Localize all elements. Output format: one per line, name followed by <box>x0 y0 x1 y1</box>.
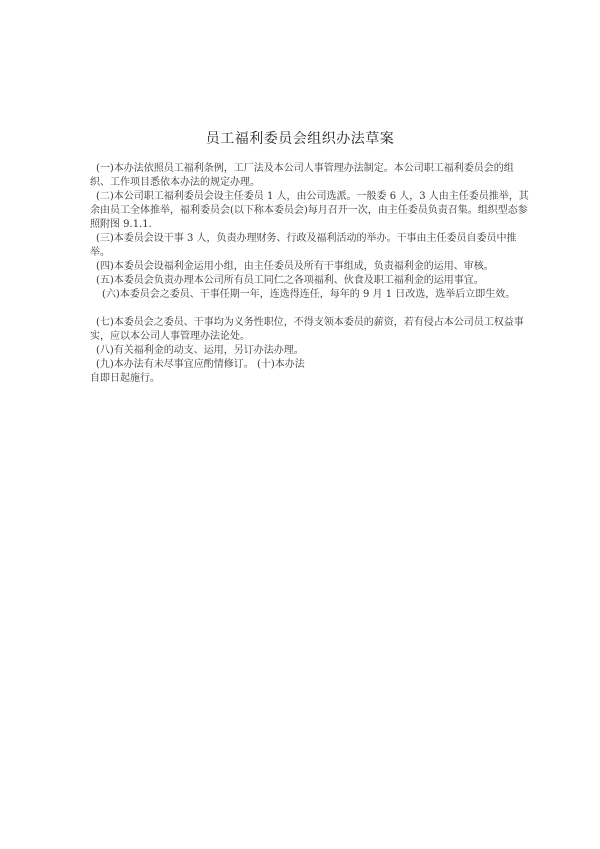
document-title: 员工福利委员会组织办法草案 <box>205 131 395 147</box>
paragraph-4: (四)本委员会设福利金运用小组，由主任委员及所有干事组成，负责福利金的运用、审核。 <box>96 261 494 272</box>
paragraph-2: (二)本公司职工福利委员会设主任委员 1 人，由公司选派。一般委 6 人，3 人由主任委员推举，其余由员工全体推举，福利委员会(以下称本委员会)每月召开一次，由主任委员负责召集。组织型态参照附图 9.1.1. <box>90 191 529 230</box>
paragraph-7: (七)本委员会之委员、干事均为义务性职位，不得支领本委员的薪资，若有侵占本公司员工权益事实，应以本公司人事管理办法论处。 <box>90 317 524 342</box>
paragraph-5: (五)本委员会负责办理本公司所有员工同仁之各项福利、伙食及职工福利金的运用事宜。 <box>96 275 484 286</box>
paragraph-9: (九)本办法有未尽事宜应酌情修订。 (十)本办法 <box>96 359 305 370</box>
paragraph-6: (六)本委员会之委员、干事任期一年，连选得连任，每年的 9 月 1 日改选，选举后立即生效。 <box>102 289 516 300</box>
paragraph-8: (八)有关福利金的动支、运用，另订办法办理。 <box>96 345 304 356</box>
paragraph-continuation: 自即日起施行。 <box>90 373 160 384</box>
paragraph-3: (三)本委员会设干事 3 人，负责办理财务、行政及福利活动的举办。干事由主任委员自委员中推举。 <box>90 233 517 258</box>
paragraph-1: (一)本办法依照员工福利条例，工厂法及本公司人事管理办法制定。本公司职工福利委员会的组织、工作项目悉依本办法的规定办理。 <box>90 163 514 188</box>
document-body <box>90 162 530 386</box>
